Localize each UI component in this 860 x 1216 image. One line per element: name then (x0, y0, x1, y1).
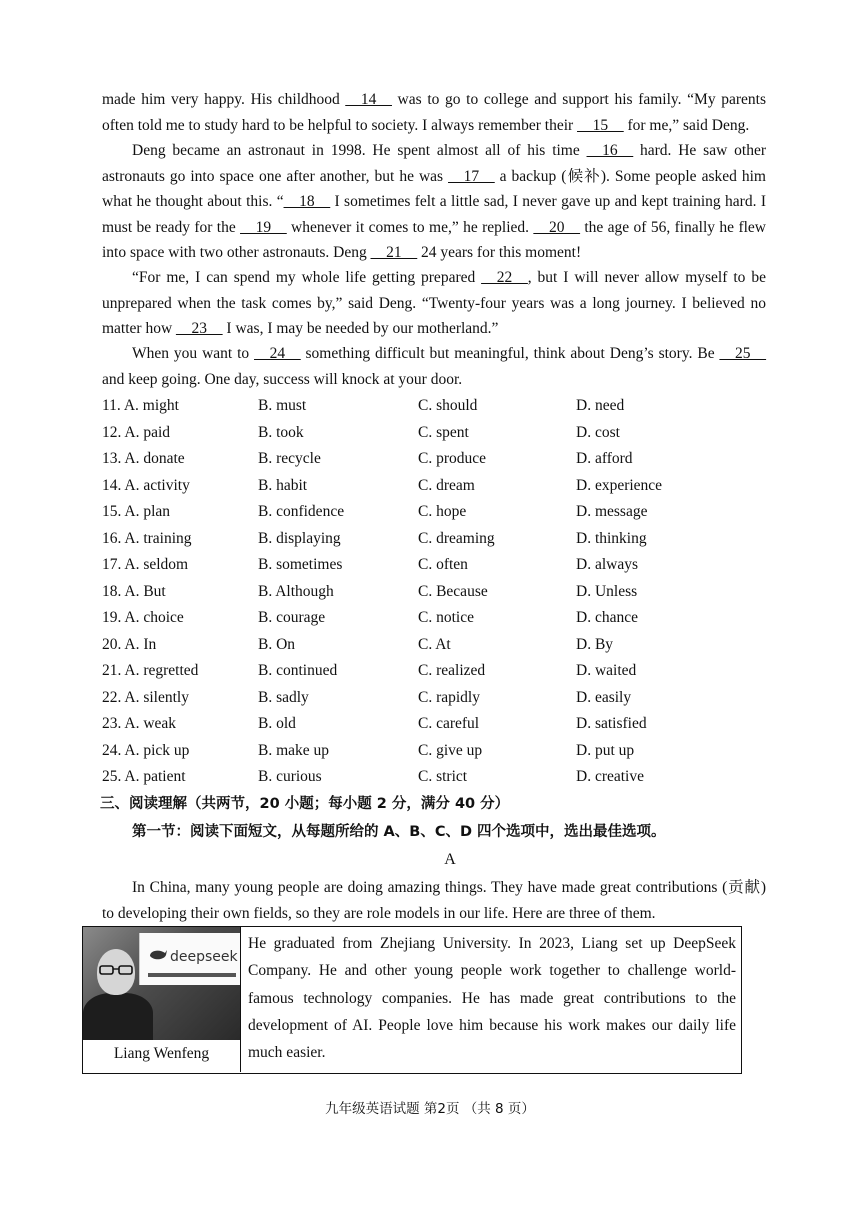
option-a: 12. A. paid (102, 423, 171, 441)
option-d: D. message (576, 503, 648, 520)
option-a: 17. A. seldom (102, 556, 189, 573)
question-row (102, 605, 766, 632)
question-row (102, 552, 766, 579)
option-b: B. courage (258, 609, 326, 626)
passage-text: hard. He saw other astronauts go into space one after another, but he was (102, 142, 766, 185)
option-a: 20. A. In (102, 635, 157, 653)
question-row (102, 473, 766, 500)
answer-options (102, 393, 766, 791)
question-row (102, 446, 766, 473)
answer-blank: __21__ (370, 244, 418, 262)
option-c: C. give up (418, 741, 483, 759)
passage-paragraph-4 (102, 341, 766, 392)
option-d: D. chance (576, 609, 638, 626)
option-d: D. cost (576, 423, 620, 441)
option-d: D. By (576, 635, 614, 653)
question-row (102, 632, 766, 659)
option-a: 24. A. pick up (102, 741, 190, 759)
option-c: C. notice (418, 609, 474, 626)
option-b: B. continued (258, 662, 338, 679)
person-name: Liang Wenfeng (113, 1045, 210, 1062)
option-a: 18. A. But (102, 582, 166, 600)
option-a: 13. A. donate (102, 450, 185, 467)
option-b: B. Although (258, 582, 334, 600)
option-d: D. easily (576, 688, 632, 706)
option-c: C. Because (418, 582, 488, 600)
answer-blank: __14__ (345, 91, 392, 108)
answer-blank: __23__ (176, 320, 223, 338)
option-d: D. experience (576, 476, 663, 494)
section-heading: 三、阅读理解（共两节，20 小题；每小题 2 分，满分 40 分） (100, 796, 510, 812)
option-c: C. strict (418, 768, 468, 785)
option-b: B. confidence (258, 503, 345, 520)
answer-blank: __25__ (719, 345, 766, 362)
profile-description: He graduated from Zhejiang University. In 2023, Liang set up DeepSeek Company. He and other young people work together to challenge world-famous technology companies. He has made great contributions to the development of AI. People love him because his work makes our daily life much easier. (248, 935, 736, 1062)
passage-paragraph-2 (102, 138, 766, 266)
option-d: D. need (576, 397, 625, 414)
page-footer: 九年级英语试题 第2页 （共 8 页） (325, 1101, 535, 1117)
passage-letter: A (444, 851, 456, 868)
option-c: C. hope (418, 503, 467, 520)
option-c: C. often (418, 556, 468, 573)
option-b: B. curious (258, 768, 322, 785)
passage-text: a backup (候补). Some people asked him what he thought about this. “ (102, 167, 766, 211)
answer-blank: __15__ (577, 116, 624, 134)
option-a: 19. A. choice (102, 609, 184, 626)
passage-text: “For me, I can spend my whole life getting prepared (132, 269, 482, 286)
question-row (102, 393, 766, 420)
question-row (102, 711, 766, 738)
option-d: D. Unless (576, 582, 638, 600)
question-row (102, 658, 766, 685)
portrait-photo (83, 927, 240, 1040)
passage-text: 24 years for this moment! (417, 244, 582, 262)
option-b: B. displaying (258, 529, 341, 547)
question-row (102, 499, 766, 526)
glasses-icon (99, 965, 133, 975)
option-c: C. spent (418, 423, 469, 441)
whale-icon (148, 947, 168, 963)
passage-paragraph-1 (102, 87, 766, 138)
question-row (102, 738, 766, 765)
option-a: 25. A. patient (102, 768, 186, 785)
answer-blank: __17__ (448, 167, 495, 185)
option-c: C. careful (418, 715, 480, 732)
passage-text: was to go to college and support his family. “My parents often told me to study hard to be helpful to society. I always remember their (102, 91, 767, 134)
option-d: D. creative (576, 768, 644, 785)
option-a: 14. A. activity (102, 476, 190, 494)
passage-paragraph-3 (102, 265, 766, 342)
option-d: D. thinking (576, 529, 647, 547)
option-b: B. habit (258, 476, 308, 494)
option-d: D. put up (576, 741, 635, 759)
option-b: B. took (258, 423, 304, 441)
question-row (102, 764, 766, 791)
photo-cell (83, 927, 241, 1072)
option-d: D. afford (576, 450, 633, 467)
passage-text: and keep going. One day, success will knock at your door. (102, 370, 463, 388)
passage-text: When you want to (132, 345, 255, 362)
logo-text: deepseek (170, 949, 238, 965)
answer-blank: __20__ (533, 218, 580, 236)
option-a: 22. A. silently (102, 688, 189, 706)
option-c: C. rapidly (418, 688, 480, 706)
option-a: 11. A. might (102, 397, 179, 414)
option-b: B. old (258, 715, 296, 732)
reading-intro: In China, many young people are doing amazing things. They have made great contributions (贡献) to developing their own fields, so they are role models in our life. Here are three of them. (102, 879, 766, 922)
passage-text: I sometimes felt a little sad, I never gave up and kept training hard. I must be ready for the (102, 193, 766, 236)
option-b: B. sometimes (258, 556, 343, 573)
option-d: D. always (576, 556, 638, 573)
passage-text: something difficult but meaningful, think about Deng’s story. Be (300, 345, 720, 362)
option-d: D. waited (576, 662, 637, 679)
answer-blank: __22__ (481, 269, 528, 286)
answer-blank: __24__ (254, 345, 301, 362)
profile-table (82, 926, 742, 1074)
question-row (102, 685, 766, 712)
passage-text: , but I will never allow myself to be unprepared when the task comes by,” said Deng. “Twenty-four years was a long journey. I believed no matter how (102, 269, 766, 338)
option-c: C. dreaming (418, 529, 495, 547)
passage-text: the age of 56, finally he flew into space with two other astronauts. Deng (102, 218, 766, 262)
answer-blank: __18__ (283, 193, 331, 211)
option-c: C. dream (418, 476, 475, 494)
option-b: B. sadly (258, 688, 309, 706)
company-logo (139, 933, 240, 985)
option-b: B. must (258, 397, 307, 414)
question-row (102, 526, 766, 553)
answer-blank: __19__ (240, 218, 287, 236)
option-b: B. On (258, 635, 296, 653)
question-row (102, 420, 766, 447)
option-c: C. should (418, 397, 478, 414)
option-a: 21. A. regretted (102, 662, 199, 679)
passage-text: made him very happy. His childhood (102, 91, 346, 108)
option-c: C. realized (418, 662, 486, 679)
question-row (102, 579, 766, 606)
passage-text: for me,” said Deng. (623, 116, 750, 134)
option-b: B. make up (258, 741, 330, 759)
option-a: 23. A. weak (102, 715, 177, 732)
option-a: 16. A. training (102, 529, 192, 547)
section-instruction: 第一节：阅读下面短文，从每题所给的 A、B、C、D 四个选项中，选出最佳选项。 (132, 824, 666, 840)
logo-strip (148, 973, 236, 977)
passage-text: whenever it comes to me,” he replied. (286, 218, 534, 236)
passage-text: I was, I may be needed by our motherland.” (222, 320, 499, 338)
answer-blank: __16__ (586, 142, 634, 159)
passage-text: Deng became an astronaut in 1998. He spent almost all of his time (132, 142, 587, 159)
option-d: D. satisfied (576, 715, 647, 732)
person-body (83, 993, 153, 1040)
option-b: B. recycle (258, 450, 321, 467)
option-c: C. produce (418, 450, 487, 467)
option-c: C. At (418, 635, 451, 653)
option-a: 15. A. plan (102, 503, 171, 520)
